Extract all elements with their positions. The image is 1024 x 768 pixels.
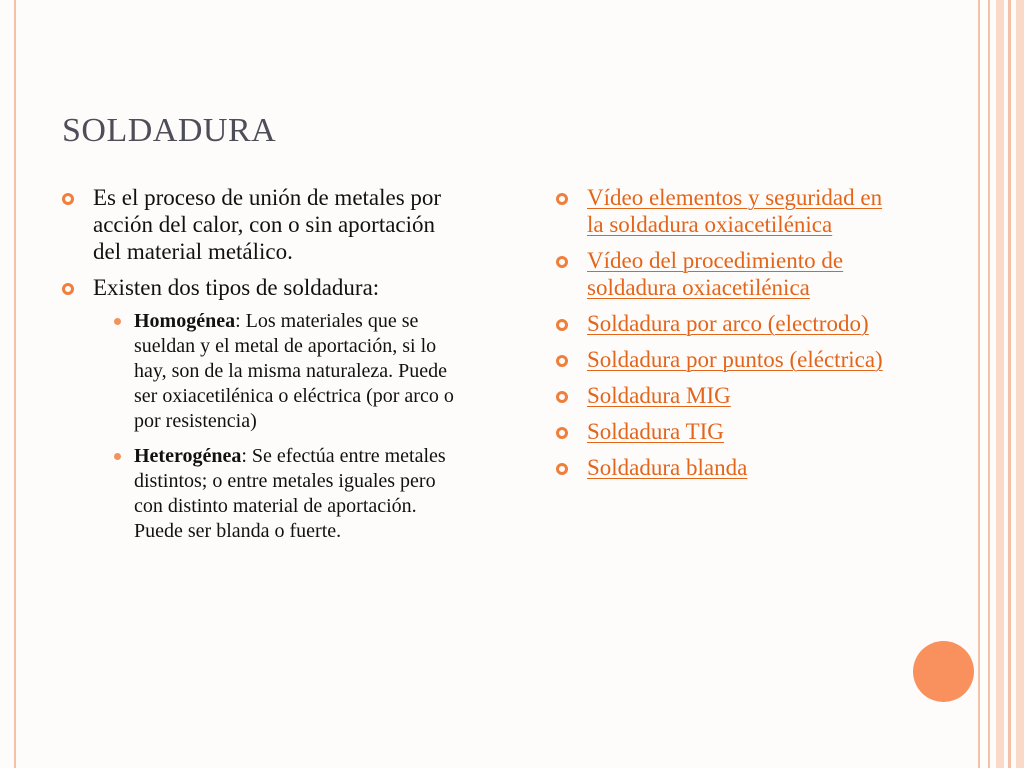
bullet-item xyxy=(62,274,462,544)
link-item xyxy=(556,418,886,445)
ring-bullet-icon xyxy=(556,391,568,403)
right-links-column xyxy=(556,184,886,490)
slide-title: SOLDADURA xyxy=(62,112,277,149)
link-soldadura-puntos[interactable]: Soldadura por puntos (eléctrica) xyxy=(587,347,883,372)
left-border-line xyxy=(14,0,16,768)
dot-bullet-icon xyxy=(114,318,121,325)
sub-bullet-text: : Se efectúa entre metales distintos; o entre metales iguales pero con distinto material de aportación. Puede ser blanda o fuerte. xyxy=(134,445,446,542)
ring-bullet-icon xyxy=(556,463,568,475)
ring-bullet-icon xyxy=(556,319,568,331)
sub-bullet-text: : Los materiales que se sueldan y el metal de aportación, si lo hay, son de la misma naturaleza. Puede ser oxiacetilénica o eléctrica (por arco o por resistencia) xyxy=(134,310,454,432)
link-item xyxy=(556,346,886,373)
term-heterogenea: Heterogénea xyxy=(134,445,242,467)
ring-bullet-icon xyxy=(556,193,568,205)
right-decorative-stripes xyxy=(978,0,1024,768)
link-soldadura-blanda[interactable]: Soldadura blanda xyxy=(587,455,748,480)
link-item xyxy=(556,184,886,238)
ring-bullet-icon xyxy=(556,427,568,439)
sub-bullet-item xyxy=(103,309,462,434)
link-soldadura-tig[interactable]: Soldadura TIG xyxy=(587,419,724,444)
link-video-procedimiento[interactable]: Vídeo del procedimiento de soldadura oxiacetilénica xyxy=(587,248,844,300)
link-item xyxy=(556,382,886,409)
link-item xyxy=(556,454,886,481)
link-soldadura-mig[interactable]: Soldadura MIG xyxy=(587,383,731,408)
bullet-text: Es el proceso de unión de metales por acción del calor, con o sin aportación del material metálico. xyxy=(93,185,442,264)
bullet-item xyxy=(62,184,462,265)
link-soldadura-arco[interactable]: Soldadura por arco (electrodo) xyxy=(587,311,869,336)
decorative-orb xyxy=(913,641,974,702)
ring-bullet-icon xyxy=(62,283,74,295)
link-video-elementos-seguridad[interactable]: Vídeo elementos y seguridad en la soldadura oxiacetilénica xyxy=(587,185,883,237)
ring-bullet-icon xyxy=(556,256,568,268)
term-homogenea: Homogénea xyxy=(134,310,236,332)
left-content-column xyxy=(62,184,462,554)
link-item xyxy=(556,247,886,301)
bullet-text: Existen dos tipos de soldadura: xyxy=(93,275,380,300)
dot-bullet-icon xyxy=(114,453,121,460)
ring-bullet-icon xyxy=(556,355,568,367)
link-item xyxy=(556,310,886,337)
ring-bullet-icon xyxy=(62,193,74,205)
sub-bullet-item xyxy=(103,444,462,544)
